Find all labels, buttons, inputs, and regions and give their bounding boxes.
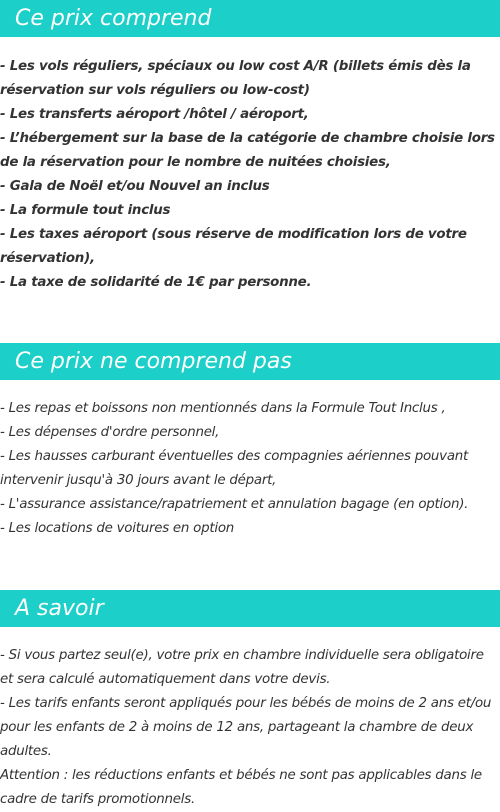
list-item: Attention : les réductions enfants et bébés ne sont pas applicables dans le cadre de tarifs promotionnels. bbox=[0, 768, 482, 807]
list-item: - La taxe de solidarité de 1€ par personne. bbox=[0, 275, 312, 290]
excludes-list bbox=[0, 397, 500, 541]
list-item: - Les repas et boissons non mentionnés dans la Formule Tout Inclus , bbox=[0, 401, 446, 416]
list-item: - L'assurance assistance/rapatriement et annulation bagage (en option). bbox=[0, 497, 469, 512]
list-item: - Si vous partez seul(e), votre prix en chambre individuelle sera obligatoire et sera calculé automatiquement dans votre devis. bbox=[0, 648, 484, 687]
list-item: - Les locations de voitures en option bbox=[0, 521, 235, 536]
list-item: - Les taxes aéroport (sous réserve de modification lors de votre réservation), bbox=[0, 227, 467, 266]
section-title-good-to-know: A savoir bbox=[0, 590, 500, 627]
list-item: - Les vols réguliers, spéciaux ou low cost A/R (billets émis dès la réservation sur vols réguliers ou low-cost) bbox=[0, 59, 471, 98]
list-item: - Gala de Noël et/ou Nouvel an inclus bbox=[0, 179, 270, 194]
list-item: - La formule tout inclus bbox=[0, 203, 171, 218]
includes-list bbox=[0, 55, 500, 295]
list-item: - L’hébergement sur la base de la catégorie de chambre choisie lors de la réservation pour le nombre de nuitées choisies, bbox=[0, 131, 495, 170]
list-item: - Les dépenses d'ordre personnel, bbox=[0, 425, 220, 440]
section-title-includes: Ce prix comprend bbox=[0, 0, 500, 37]
list-item: - Les transferts aéroport /hôtel / aéroport, bbox=[0, 107, 309, 122]
section-title-excludes: Ce prix ne comprend pas bbox=[0, 343, 500, 380]
list-item: - Les tarifs enfants seront appliqués pour les bébés de moins de 2 ans et/ou pour les enfants de 2 à moins de 12 ans, partageant la chambre de deux adultes. bbox=[0, 696, 492, 759]
list-item: - Les hausses carburant éventuelles des compagnies aériennes pouvant intervenir jusqu'à 30 jours avant le départ, bbox=[0, 449, 469, 488]
